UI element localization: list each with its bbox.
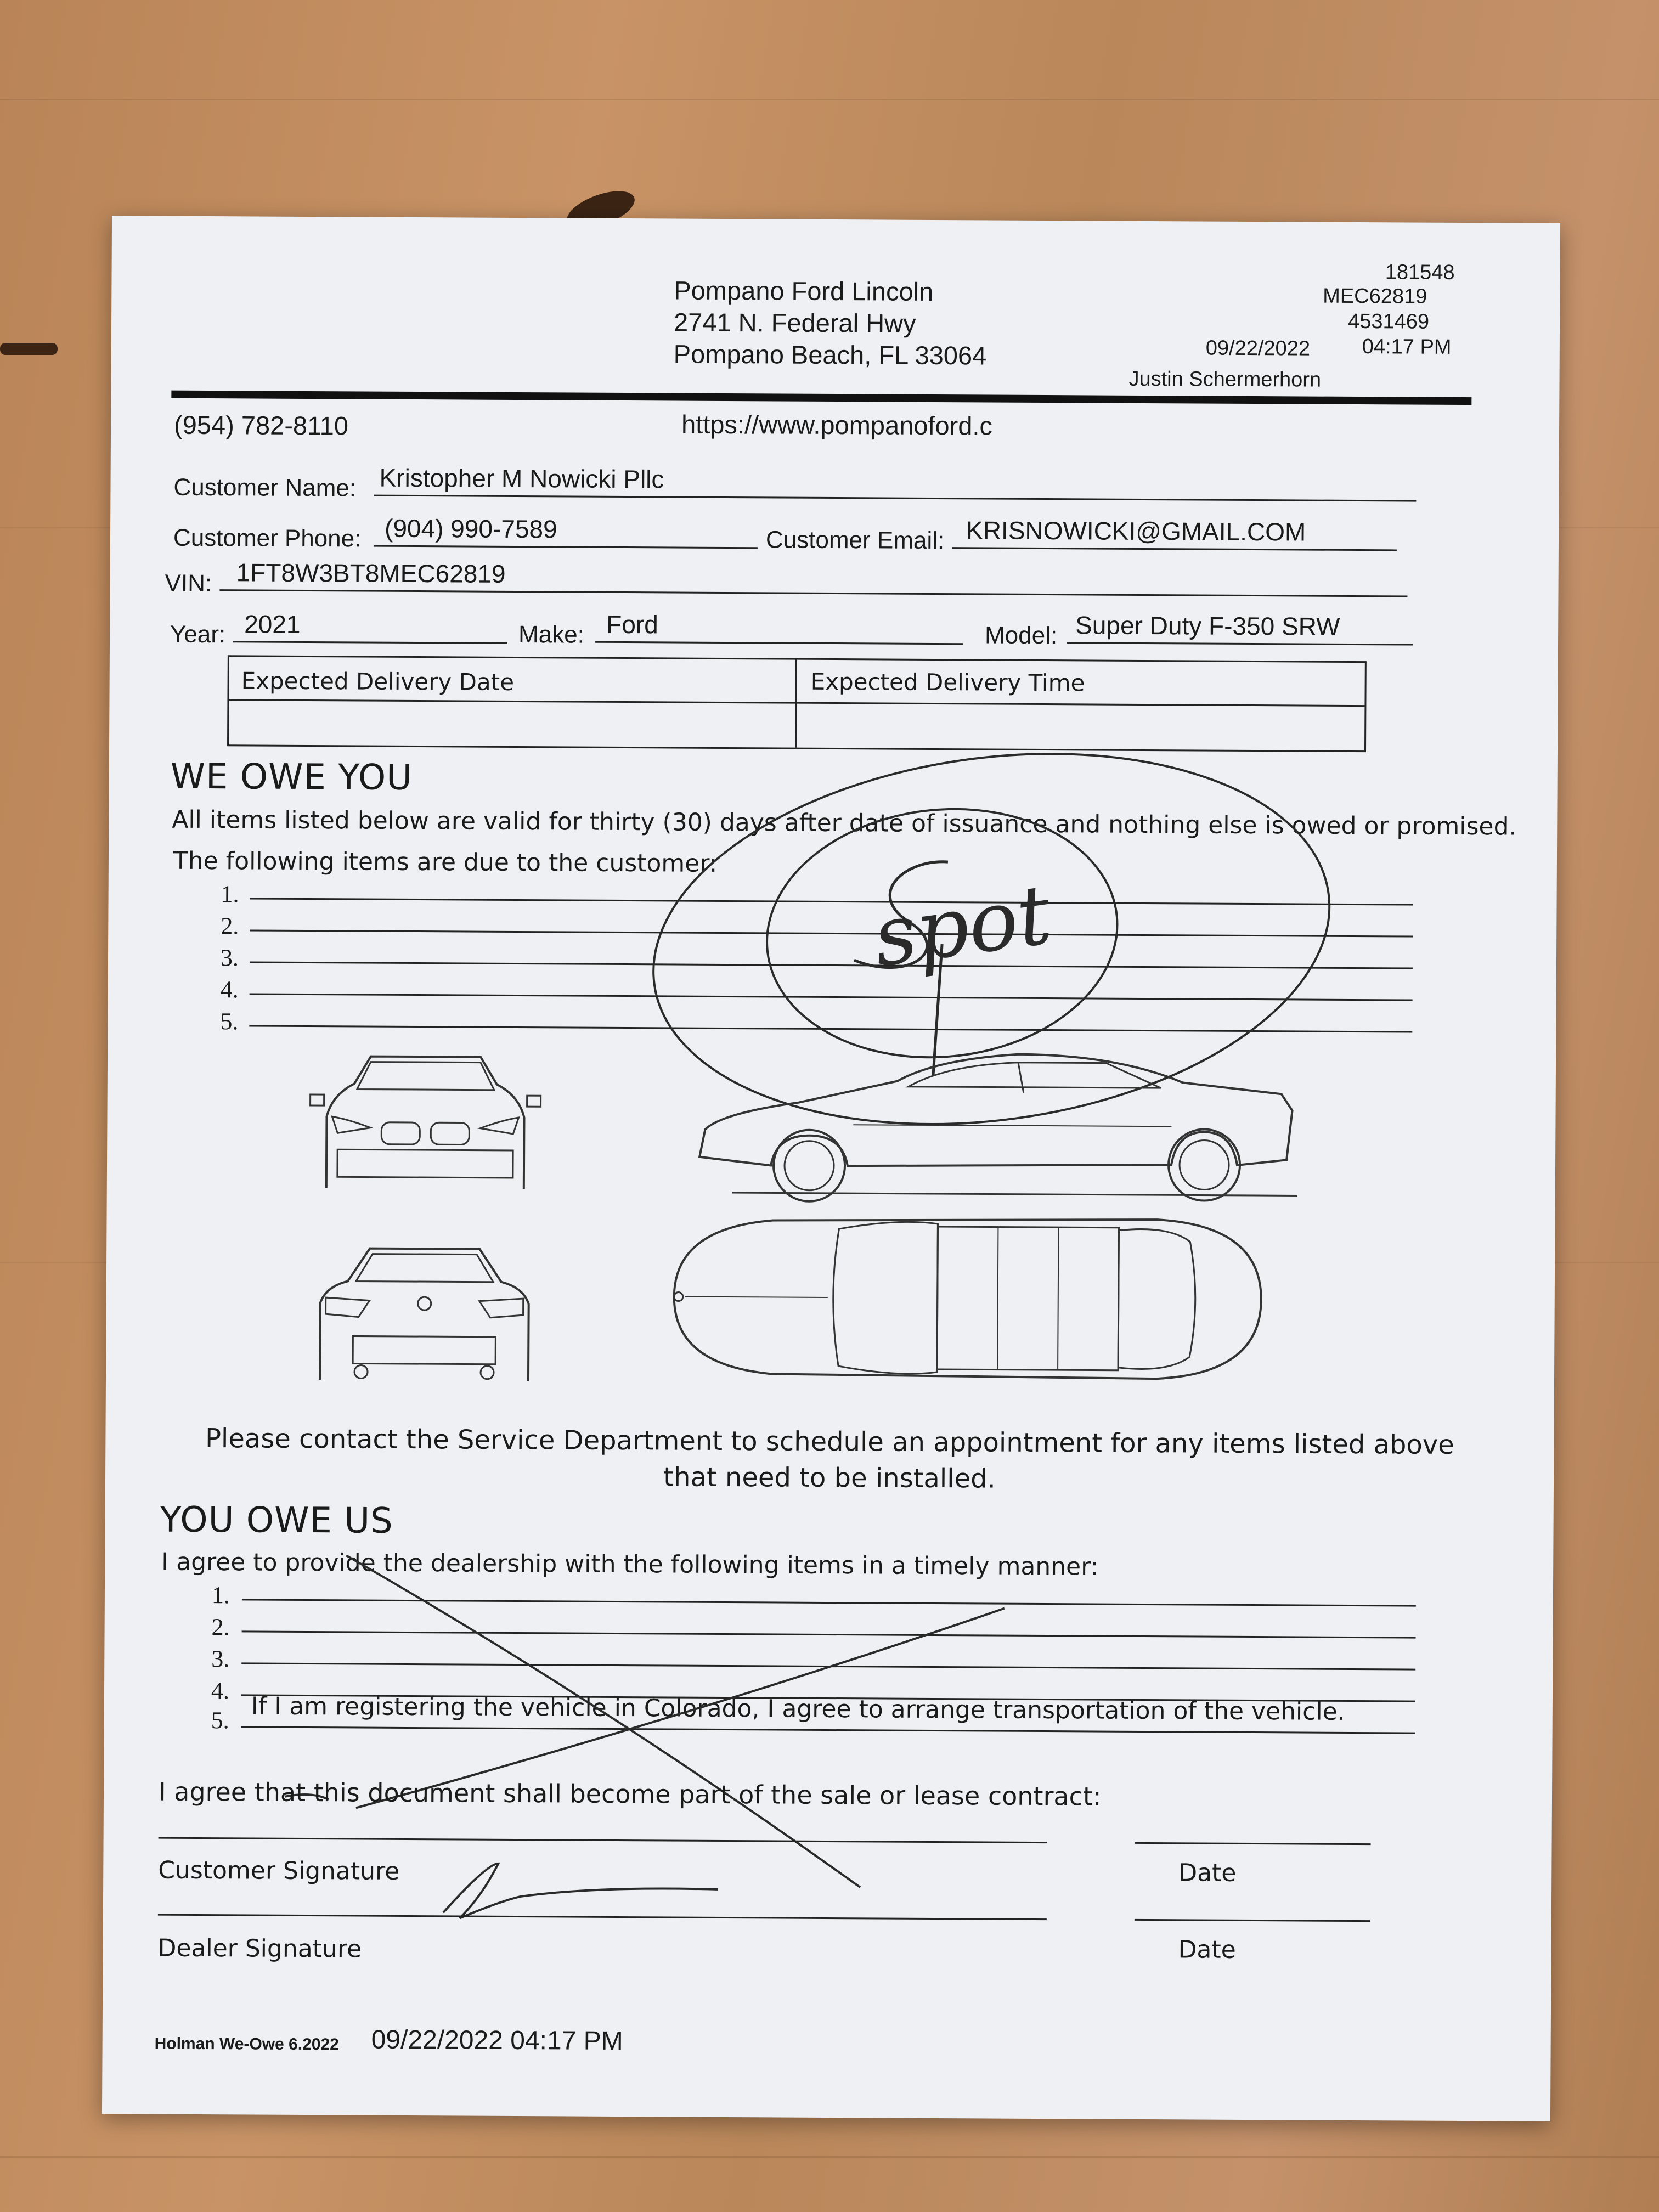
you-owe-item-number: 4. — [211, 1677, 230, 1705]
wood-grain — [0, 99, 1659, 100]
customer-email-value: KRISNOWICKI@GMAIL.COM — [966, 516, 1306, 546]
dealer-signature-label: Dealer Signature — [157, 1934, 362, 1963]
year-label: Year: — [170, 620, 226, 648]
we-owe-title: WE OWE YOU — [170, 756, 413, 798]
you-owe-title: YOU OWE US — [160, 1499, 393, 1542]
model-label: Model: — [984, 622, 1058, 650]
we-owe-item-number: 3. — [220, 944, 239, 972]
id-number: 4531469 — [1348, 309, 1430, 334]
dealer-name: Pompano Ford Lincoln — [674, 275, 934, 306]
we-owe-disclaimer: All items listed below are valid for thirty (30) days after date of issuance and nothing else is owed or promised. — [172, 805, 1517, 841]
expected-delivery-time-header: Expected Delivery Time — [810, 668, 1085, 697]
we-owe-item-number: 5. — [220, 1008, 239, 1035]
printed-datetime: 09/22/2022 04:17 PM — [371, 2025, 623, 2056]
salesperson: Justin Schermerhorn — [1128, 367, 1322, 392]
wood-knot — [0, 343, 58, 355]
dealer-website: https://www.pompanoford.c — [681, 409, 993, 441]
dealer-phone: (954) 782-8110 — [173, 410, 349, 441]
we-owe-item-number: 4. — [220, 976, 239, 1003]
customer-date-label: Date — [1178, 1859, 1237, 1887]
header-date: 09/22/2022 — [1205, 336, 1311, 360]
year-value: 2021 — [244, 610, 301, 639]
we-owe-item-number: 1. — [221, 881, 239, 908]
you-owe-item-number: 1. — [211, 1582, 230, 1609]
agreement-statement: I agree that this document shall become part of the sale or lease contract: — [158, 1776, 1102, 1812]
we-owe-intro: The following items are due to the customer: — [173, 847, 718, 878]
we-owe-item-number: 2. — [221, 912, 239, 940]
dealer-date-label: Date — [1178, 1936, 1236, 1964]
you-owe-item-number: 2. — [211, 1613, 230, 1641]
header-time: 04:17 PM — [1362, 335, 1452, 359]
stock-number: MEC62819 — [1323, 284, 1427, 308]
customer-phone-value: (904) 990-7589 — [384, 514, 557, 544]
vin-label: VIN: — [165, 569, 212, 597]
service-note-line1: Please contact the Service Department to schedule an appointment for any items listed above — [205, 1423, 1454, 1460]
customer-name-label: Customer Name: — [173, 473, 357, 502]
you-owe-item-number: 3. — [211, 1645, 230, 1673]
wood-grain — [0, 2156, 1659, 2158]
customer-signature-label: Customer Signature — [158, 1856, 400, 1886]
customer-email-label: Customer Email: — [765, 526, 945, 555]
dealer-address-line1: 2741 N. Federal Hwy — [673, 307, 916, 338]
deal-number: 181548 — [1385, 261, 1455, 284]
make-label: Make: — [518, 621, 585, 648]
you-owe-item-number: 5. — [211, 1707, 229, 1734]
customer-phone-label: Customer Phone: — [173, 524, 362, 552]
make-value: Ford — [606, 610, 658, 639]
form-name: Holman We-Owe 6.2022 — [154, 2034, 339, 2054]
vin-value: 1FT8W3BT8MEC62819 — [236, 558, 506, 588]
service-note-line2: that need to be installed. — [663, 1462, 996, 1494]
you-owe-item5-text: If I am registering the vehicle in Colorado, I agree to arrange transportation of the vehicle. — [251, 1692, 1345, 1726]
dealer-address-line2: Pompano Beach, FL 33064 — [673, 339, 987, 370]
expected-delivery-date-header: Expected Delivery Date — [241, 667, 515, 696]
handwritten-spot: spot — [868, 867, 1057, 986]
we-owe-document — [102, 216, 1560, 2121]
handwritten-signature — [102, 216, 1560, 2121]
model-value: Super Duty F-350 SRW — [1075, 611, 1340, 641]
you-owe-intro: I agree to provide the dealership with the following items in a timely manner: — [161, 1548, 1099, 1581]
customer-name-value: Kristopher M Nowicki Pllc — [379, 463, 664, 494]
